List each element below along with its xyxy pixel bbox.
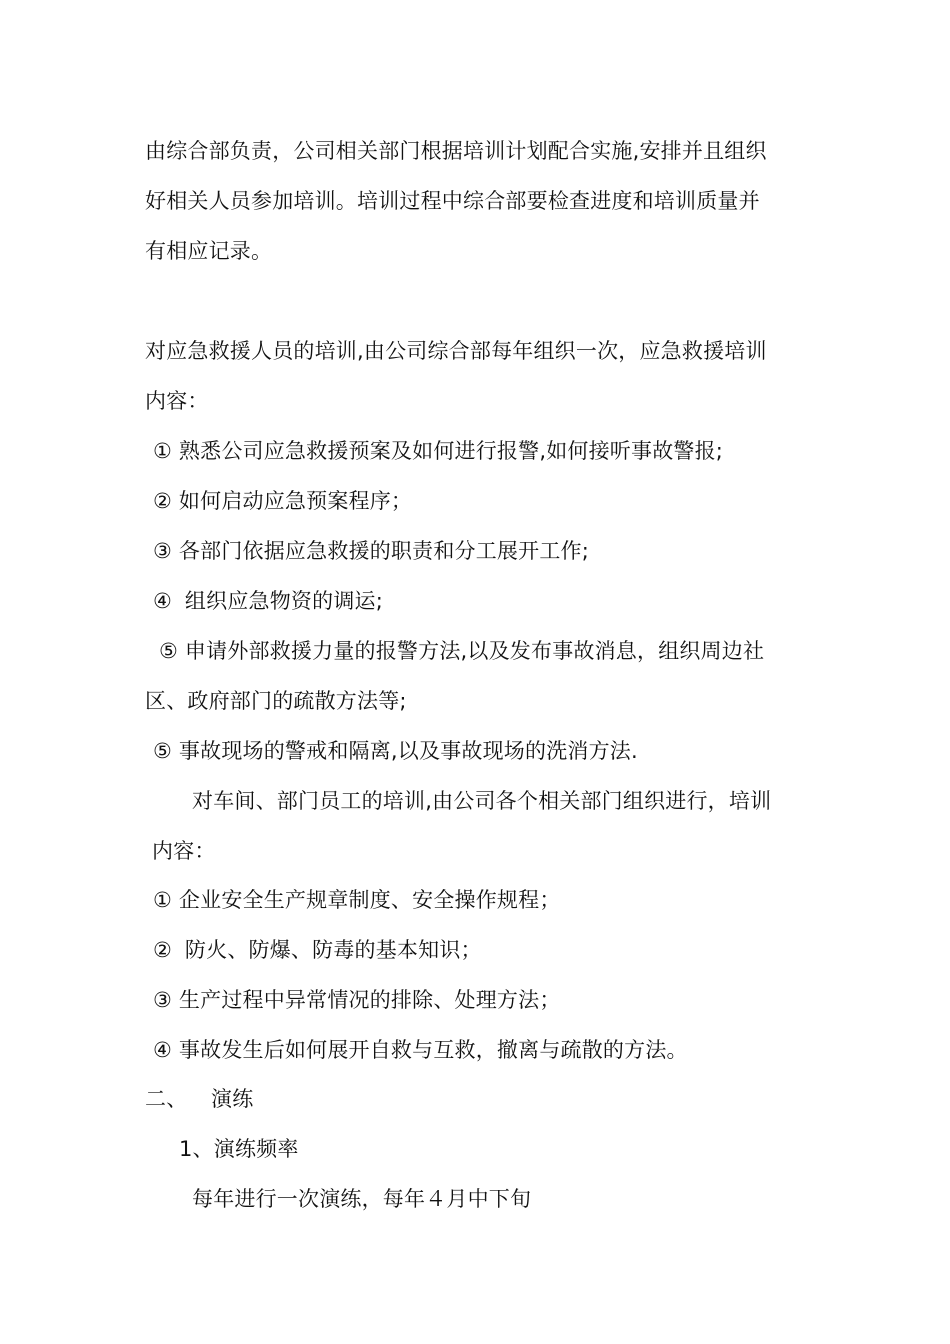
workshop-item-1 [153,886,561,914]
workshop-item-3 [153,986,561,1014]
list-marker: ⑤ [159,639,179,663]
subsection-1-body: 每年进行一次演练，每年４月中下旬 [192,1187,532,1211]
list-item-text: 防火、防爆、防毒的基本知识； [184,938,482,962]
list-item-text: 熟悉公司应急救援预案及如何进行报警,如何接听事故警报; [178,439,724,463]
list-item-text: 组织应急物资的调运; [184,589,383,613]
list-item-text: 事故现场的警戒和隔离,以及事故现场的洗消方法. [178,739,638,763]
paragraph-2-line-2: 内容： [145,389,209,413]
emergency-item-2 [153,487,412,515]
list-item-text: 申请外部救援力量的报警方法,以及发布事故消息，组织周边社 [184,639,765,663]
list-item-text: 企业安全生产规章制度、安全操作规程； [178,888,561,912]
paragraph-3-line-2: 内容： [152,839,216,863]
paragraph-1-line-2: 好相关人员参加培训。培训过程中综合部要检查进度和培训质量并 [145,189,760,213]
emergency-item-5-continuation: 区、政府部门的疏散方法等; [145,689,407,713]
section-2-title: 演练 [211,1087,254,1111]
list-marker: ③ [153,539,173,563]
emergency-item-4 [153,587,383,615]
list-marker: ② [153,489,173,513]
list-marker: ③ [153,988,173,1012]
list-item-text: 如何启动应急预案程序； [178,489,413,513]
paragraph-1-line-1: 由综合部负责，公司相关部门根据培训计划配合实施,安排并且组织 [145,139,767,163]
list-marker: ① [153,439,173,463]
list-marker: ⑤ [153,739,173,763]
emergency-item-6 [153,737,638,765]
emergency-item-5 [159,637,764,665]
list-marker: ④ [153,1038,173,1062]
workshop-item-2 [153,936,482,964]
subsection-1-title: 1、演练频率 [179,1137,299,1161]
list-marker: ① [153,888,173,912]
section-2-number: 二、 [145,1087,188,1111]
workshop-item-4 [153,1036,688,1064]
paragraph-3-line-1: 对车间、部门员工的培训,由公司各个相关部门组织进行，培训 [192,789,772,813]
emergency-item-3 [153,537,589,565]
list-marker: ④ [153,589,173,613]
list-item-text: 生产过程中异常情况的排除、处理方法； [178,988,561,1012]
list-item-text: 各部门依据应急救援的职责和分工展开工作; [178,539,589,563]
list-item-text: 事故发生后如何展开自救与互救，撤离与疏散的方法。 [178,1038,688,1062]
emergency-item-1 [153,437,723,465]
paragraph-2-line-1: 对应急救援人员的培训,由公司综合部每年组织一次，应急救援培训 [145,339,767,363]
paragraph-1-line-3: 有相应记录。 [145,239,273,263]
list-marker: ② [153,938,173,962]
